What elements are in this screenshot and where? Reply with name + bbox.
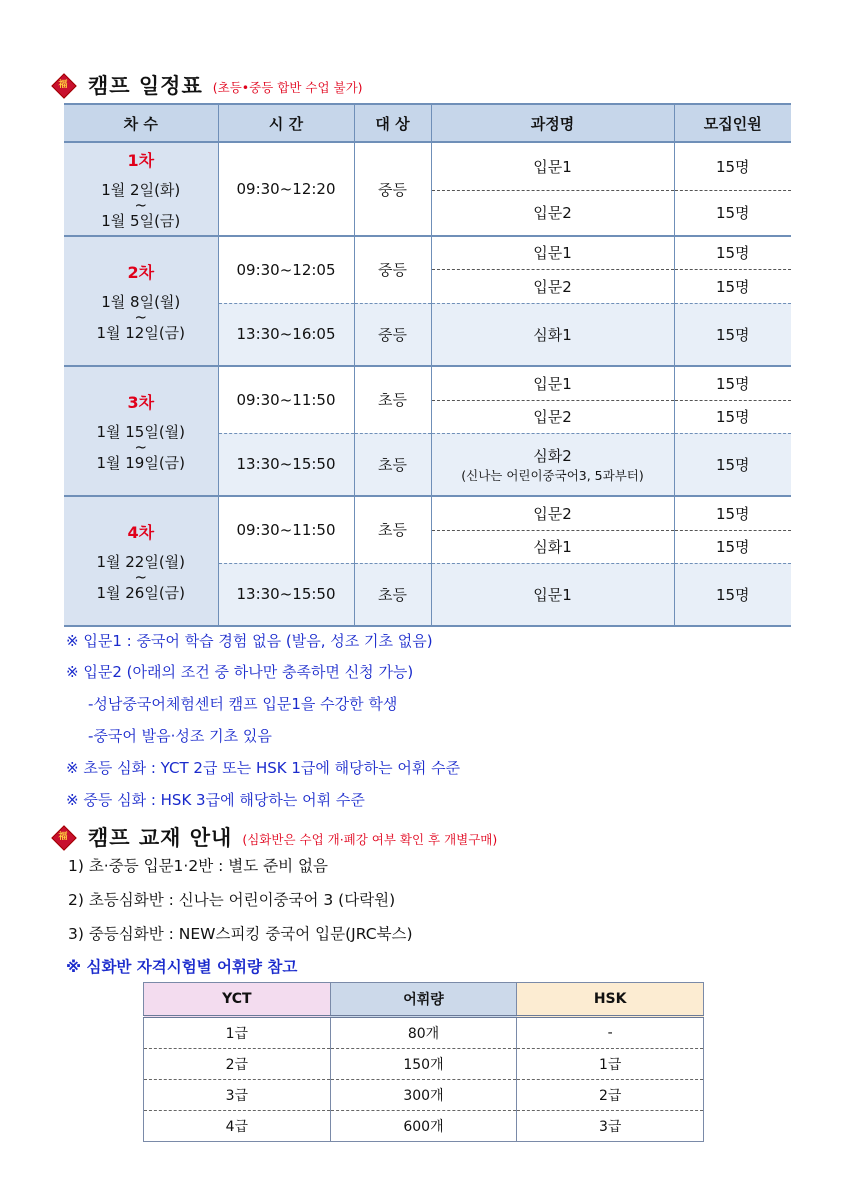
vocab-cell: 300개 [330, 1080, 517, 1111]
schedule-title: 캠프 일정표 [88, 74, 203, 98]
round-end-date: 1월 5일(금) [101, 211, 181, 230]
header-capacity: 모집인원 [674, 104, 791, 142]
schedule-table [64, 103, 791, 627]
round-cell [64, 496, 218, 626]
textbook-title: 캠프 교재 안내 [88, 826, 233, 850]
note-item: ※ 입문2 (아래의 조건 중 하나만 충족하면 신청 가능) [66, 663, 414, 681]
course-capacity: 15명 [674, 400, 791, 433]
round-start-date: 1월 22일(월) [96, 552, 186, 571]
vocab-cell: 1급 [517, 1049, 704, 1080]
round-end-date: 1월 26일(금) [96, 583, 186, 602]
diamond-seal-icon: 福 [52, 826, 74, 848]
schedule-row [64, 366, 791, 400]
round-date-tilde: ~ [134, 567, 148, 586]
session-time: 13:30~16:05 [218, 303, 354, 366]
round-cell [64, 366, 218, 496]
round-start-date: 1월 15일(월) [96, 422, 186, 441]
course-name: 입문1 [431, 142, 674, 190]
course-capacity: 15명 [674, 433, 791, 496]
session-time: 09:30~12:20 [218, 142, 354, 236]
round-date-tilde: ~ [134, 307, 148, 326]
textbook-heading [52, 822, 497, 852]
course-name: 심화2 [533, 446, 572, 465]
vocab-cell: - [517, 1017, 704, 1049]
note-item: ※ 초등 심화 : YCT 2급 또는 HSK 1급에 해당하는 어휘 수준 [66, 759, 461, 777]
course-capacity: 15명 [674, 303, 791, 366]
course-name: 입문1 [431, 236, 674, 269]
course-capacity: 15명 [674, 496, 791, 530]
vocab-cell: 1급 [144, 1017, 331, 1049]
course-capacity: 15명 [674, 190, 791, 236]
schedule-row [64, 236, 791, 269]
course-name: 입문1 [431, 366, 674, 400]
round-number: 2차 [127, 262, 155, 282]
vocab-cell: 3급 [144, 1080, 331, 1111]
course-capacity: 15명 [674, 142, 791, 190]
schedule-row [64, 496, 791, 530]
vocab-header-yct: YCT [144, 983, 331, 1017]
vocab-header-amount: 어휘량 [330, 983, 517, 1017]
header-time: 시 간 [218, 104, 354, 142]
vocab-cell: 80개 [330, 1017, 517, 1049]
session-target: 초등 [354, 563, 431, 626]
course-capacity: 15명 [674, 236, 791, 269]
vocab-cell: 2급 [517, 1080, 704, 1111]
note-item: -중국어 발음·성조 기초 있음 [88, 727, 272, 745]
session-time: 09:30~12:05 [218, 236, 354, 303]
vocab-cell: 150개 [330, 1049, 517, 1080]
session-time: 09:30~11:50 [218, 366, 354, 433]
book-item: 3) 중등심화반 : NEW스피킹 중국어 입문(JRC북스) [68, 925, 413, 943]
course-capacity: 15명 [674, 530, 791, 563]
note-item: ※ 중등 심화 : HSK 3급에 해당하는 어휘 수준 [66, 791, 365, 809]
course-name-cell [431, 433, 674, 496]
header-chasu: 차 수 [64, 104, 218, 142]
course-subnote: (신나는 어린이중국어3, 5과부터) [461, 467, 644, 483]
diamond-seal-icon: 福 [52, 74, 74, 96]
round-end-date: 1월 19일(금) [96, 453, 186, 472]
session-target: 중등 [354, 142, 431, 236]
session-target: 중등 [354, 236, 431, 303]
vocab-table [143, 982, 704, 1142]
book-item: 2) 초등심화반 : 신나는 어린이중국어 3 (다락원) [68, 891, 396, 909]
header-target: 대 상 [354, 104, 431, 142]
course-name: 입문2 [431, 400, 674, 433]
table-row [144, 1049, 704, 1080]
round-cell [64, 142, 218, 236]
schedule-heading [52, 70, 363, 100]
session-target: 초등 [354, 496, 431, 563]
course-capacity: 15명 [674, 269, 791, 303]
session-target: 초등 [354, 433, 431, 496]
course-capacity: 15명 [674, 366, 791, 400]
course-name: 입문2 [431, 269, 674, 303]
vocab-cell: 600개 [330, 1111, 517, 1142]
round-start-date: 1월 2일(화) [101, 180, 181, 199]
note-item: -성남중국어체험센터 캠프 입문1을 수강한 학생 [88, 695, 398, 713]
course-capacity: 15명 [674, 563, 791, 626]
session-time: 13:30~15:50 [218, 563, 354, 626]
session-target: 중등 [354, 303, 431, 366]
table-row [144, 1080, 704, 1111]
vocab-cell: 2급 [144, 1049, 331, 1080]
course-name: 심화1 [431, 530, 674, 563]
schedule-note: (초등•중등 합반 수업 불가) [212, 80, 363, 95]
course-name: 입문2 [431, 190, 674, 236]
header-course: 과정명 [431, 104, 674, 142]
book-item: 1) 초·중등 입문1·2반 : 별도 준비 없음 [68, 857, 328, 875]
course-name: 입문1 [431, 563, 674, 626]
round-start-date: 1월 8일(월) [101, 292, 181, 311]
course-name: 입문2 [431, 496, 674, 530]
vocab-cell: 4급 [144, 1111, 331, 1142]
table-row [144, 1111, 704, 1142]
session-time: 09:30~11:50 [218, 496, 354, 563]
round-end-date: 1월 12일(금) [96, 323, 186, 342]
round-cell [64, 236, 218, 366]
vocab-header-hsk: HSK [517, 983, 704, 1017]
course-name: 심화1 [431, 303, 674, 366]
round-date-tilde: ~ [134, 437, 148, 456]
round-date-tilde: ~ [134, 195, 148, 214]
vocab-title: ※ 심화반 자격시험별 어휘량 참고 [66, 958, 298, 976]
session-time: 13:30~15:50 [218, 433, 354, 496]
schedule-row [64, 142, 791, 190]
note-item: ※ 입문1 : 중국어 학습 경험 없음 (발음, 성조 기초 없음) [66, 632, 433, 650]
session-target: 초등 [354, 366, 431, 433]
round-number: 4차 [127, 522, 155, 542]
textbook-note: (심화반은 수업 개·폐강 여부 확인 후 개별구매) [242, 832, 498, 847]
vocab-header-row [144, 983, 704, 1017]
round-number: 3차 [127, 392, 155, 412]
vocab-cell: 3급 [517, 1111, 704, 1142]
table-row [144, 1017, 704, 1049]
round-number: 1차 [127, 150, 155, 170]
schedule-header-row [64, 104, 791, 142]
